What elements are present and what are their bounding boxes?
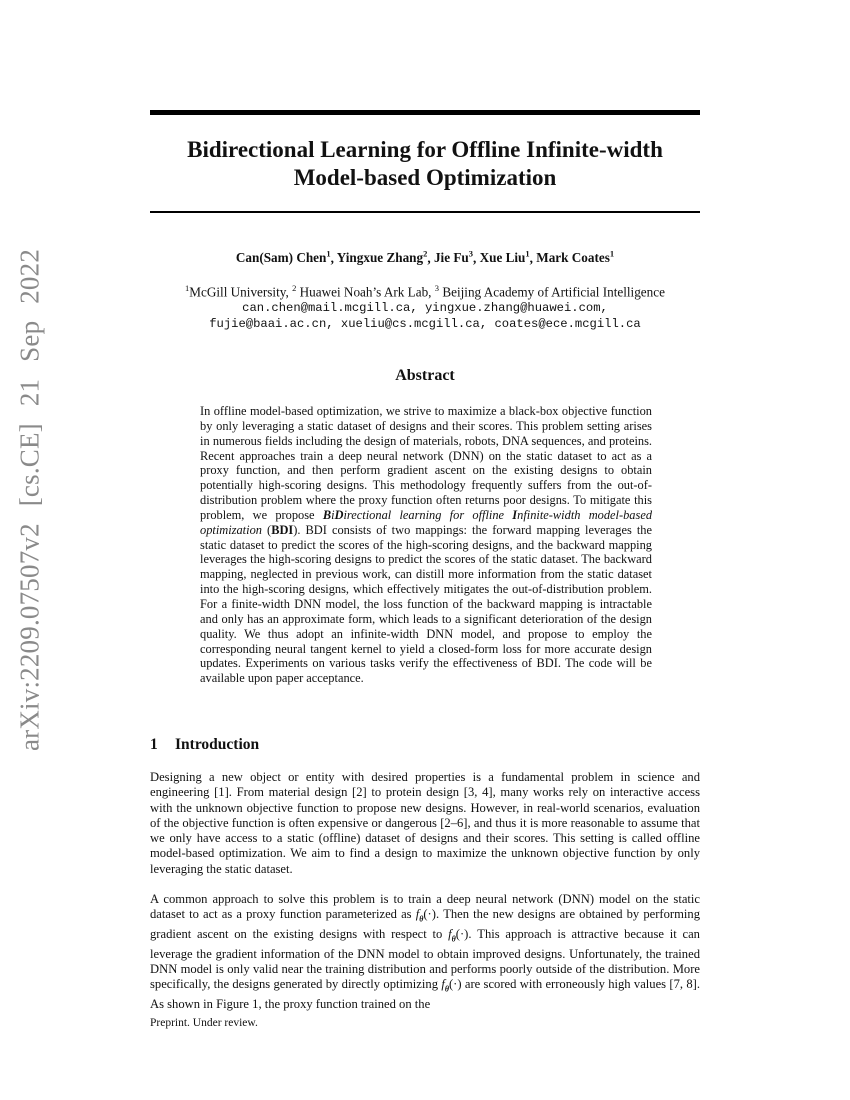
author: Xue Liu$^1$	[479, 249, 530, 266]
title-bottom-rule	[150, 211, 700, 213]
title-top-rule	[150, 110, 700, 115]
title-line-2: Model-based Optimization	[293, 165, 557, 190]
abstract-body: In offline model-based optimization, we strive to maximize a black-box objective function by only leveraging a static dataset of designs and their scores. This problem setting arises in numerous fields including the design of materials, robots, DNA sequences, and proteins. Recent approaches train a deep neural network (DNN) on the static dataset to act as a proxy function, and then perform gradient ascent on the existing designs to obtain potentially high-scoring designs. This methodology frequently suffers from the out-of-distribution problem where the proxy function often returns poor designs. To mitigate this problem, we propose BiDirectional learning for offline Infinite-width model-based optimization (BDI). BDI consists of two mappings: the forward mapping leverages the static dataset to predict the scores of the high-scoring designs, and the backward mapping leverages the high-scoring designs to predict the scores of the static dataset. The backward mapping, neglected in previous work, can distill more information from the static dataset into the high-scoring designs, which effectively mitigates the out-of-distribution problem. For a finite-width DNN model, the loss function of the backward mapping is intractable and only has an approximate form, which leads to a significant deterioration of the design quality. We thus adopt an infinite-width DNN model, and propose to employ the corresponding neural tangent kernel to yield a closed-form loss for more accurate design updates. Experiments on various tasks verify the effectiveness of BDI. The code will be available upon paper acceptance.	[200, 404, 653, 686]
author: Can(Sam) Chen$^1$	[235, 249, 331, 266]
title-line-1: Bidirectional Learning for Offline Infinite-width	[187, 137, 663, 162]
arxiv-stamp-text: arXiv:2209.07507v2 [cs.CE] 21 Sep 2022	[14, 248, 45, 752]
arxiv-identifier-stamp	[8, 0, 52, 1100]
preprint-footer: Preprint. Under review.	[150, 1017, 258, 1029]
intro-paragraph-1: Designing a new object or entity with desired properties is a fundamental problem in science and engineering [1]. From material design [2] to protein design [3, 4], many works rely on interactive access with the unknown objective function to propose new designs. However, in real-world scenarios, evaluation of the objective function is often expensive or dangerous [2–6], and thus it is more reasonable to assume that we only have access to a static (offline) dataset of designs and their scores. This setting is called offline model-based optimization. We aim to find a design to maximize the unknown objective function by only leveraging the static dataset.	[150, 770, 700, 876]
author: Yingxue Zhang$^2$	[336, 249, 428, 266]
abstract-heading: Abstract	[395, 367, 455, 384]
email-line-2[interactable]: fujie@baai.ac.cn, xueliu@cs.mcgill.ca, coates@ece.mcgill.ca	[209, 317, 641, 332]
math-f-theta: $f_\theta$	[415, 907, 424, 924]
affiliation-line: $^1$McGill University, $^2$ Huawei Noah’s Ark Lab, $^3$ Beijing Academy of Artificial Intelligence	[185, 283, 665, 300]
email-line-1[interactable]: can.chen@mail.mcgill.ca, yingxue.zhang@huawei.com,	[242, 301, 608, 316]
author: Jie Fu$^3$	[433, 249, 473, 266]
author-list: Can(Sam) Chen$^1$, Yingxue Zhang$^2$, Jie Fu$^3$, Xue Liu$^1$, Mark Coates$^1$	[235, 249, 615, 266]
intro-paragraph-2: A common approach to solve this problem is to train a deep neural network (DNN) model on the static dataset to act as a proxy function parameterized as $f_\theta(\cdot)$. Then the new designs are obtained by performing gradient ascent on the existing designs with respect to $f_\theta(\cdot)$. This approach is attractive because it can leverage the gradient information of the DNN model to obtain improved designs. Unfortunately, the trained DNN model is only valid near the training distribution and performs poorly outside of the distribution. More specifically, the designs generated by directly optimizing $f_\theta(\cdot)$ are scored with erroneously high values [7, 8]. As shown in Figure 1, the proxy function trained on the	[150, 892, 700, 1012]
author: Mark Coates$^1$	[536, 249, 615, 266]
section-heading-introduction: 1 Introduction	[150, 736, 260, 753]
math-f-theta: $f_\theta$	[441, 977, 449, 994]
paper-title	[150, 136, 700, 192]
math-f-theta: $f_\theta$	[448, 927, 456, 944]
affiliations	[150, 280, 700, 332]
